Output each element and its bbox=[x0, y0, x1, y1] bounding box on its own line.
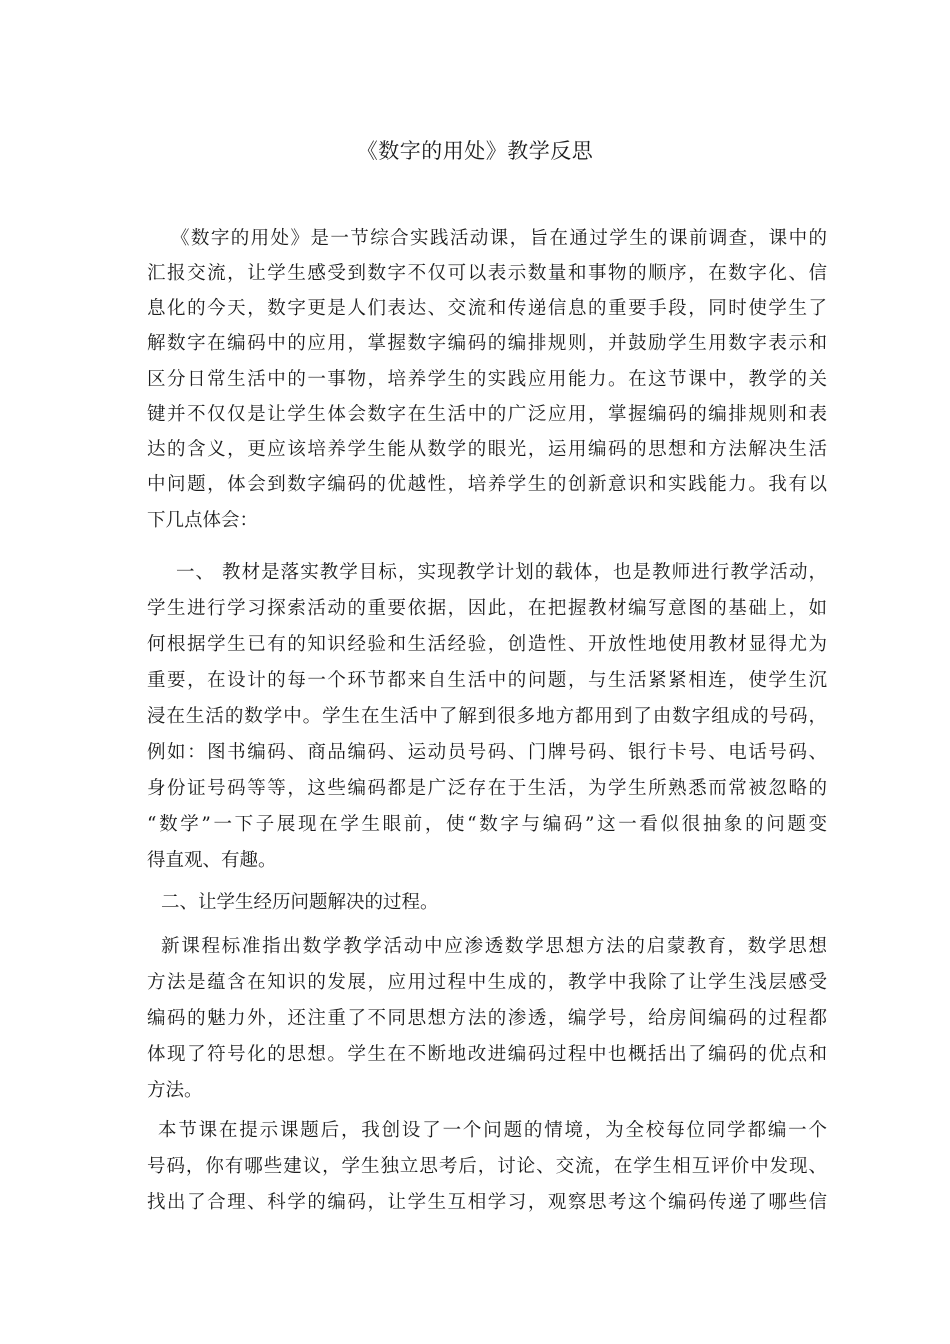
paragraph-1-line-4: 解数字在编码中的应用，掌握数字编码的编排规则，并鼓励学生用数字表示和 bbox=[147, 333, 827, 354]
paragraph-5-line-3: 找出了合理、科学的编码，让学生互相学习，观察思考这个编码传递了哪些信 bbox=[147, 1192, 827, 1213]
paragraph-2-line-8: “数学”一下子展现在学生眼前，使“数字与编码”这一看似很抽象的问题变 bbox=[147, 814, 827, 835]
paragraph-4-line-3: 编码的魅力外，还注重了不同思想方法的渗透，编学号，给房间编码的过程都 bbox=[147, 1008, 827, 1029]
paragraph-1-line-6: 键并不仅仅是让学生体会数字在生活中的广泛应用，掌握编码的编排规则和表 bbox=[147, 404, 827, 425]
paragraph-2-line-4: 重要，在设计的每一个环节都来自生活中的问题，与生活紧紧相连，使学生沉 bbox=[147, 670, 827, 691]
paragraph-1-line-3: 息化的今天，数字更是人们表达、交流和传递信息的重要手段，同时使学生了 bbox=[147, 298, 827, 319]
paragraph-1-line-7: 达的含义，更应该培养学生能从数学的眼光，运用编码的思想和方法解决生活 bbox=[147, 439, 827, 460]
section-heading-2: 二、让学生经历问题解决的过程。 bbox=[161, 892, 439, 913]
paragraph-1-line-9: 下几点体会： bbox=[147, 510, 259, 531]
paragraph-2-line-9: 得直观、有趣。 bbox=[147, 850, 277, 871]
paragraph-2-line-2: 学生进行学习探索活动的重要依据，因此，在把握教材编写意图的基础上，如 bbox=[147, 598, 827, 619]
paragraph-2-line-7: 身份证号码等等，这些编码都是广泛存在于生活，为学生所熟悉而常被忽略的 bbox=[147, 778, 827, 799]
paragraph-4-line-1: 新课程标准指出数学教学活动中应渗透数学思想方法的启蒙教育，数学思想 bbox=[161, 936, 827, 957]
paragraph-1-line-8: 中问题，体会到数字编码的优越性，培养学生的创新意识和实践能力。我有以 bbox=[147, 474, 827, 495]
page-title: 《数字的用处》教学反思 bbox=[356, 139, 594, 163]
paragraph-5-line-1: 本节课在提示课题后，我创设了一个问题的情境，为全校每位同学都编一个 bbox=[158, 1120, 827, 1141]
paragraph-5-line-2: 号码，你有哪些建议，学生独立思考后，讨论、交流，在学生相互评价中发现、 bbox=[147, 1156, 827, 1177]
paragraph-2-line-5: 浸在生活的数学中。学生在生活中了解到很多地方都用到了由数字组成的号码， bbox=[147, 706, 827, 727]
paragraph-1-line-1: 《数字的用处》是一节综合实践活动课，旨在通过学生的课前调查，课中的 bbox=[171, 228, 827, 249]
paragraph-2-line-6: 例如：图书编码、商品编码、运动员号码、门牌号码、银行卡号、电话号码、 bbox=[147, 742, 827, 763]
paragraph-2-line-1: 一、 教材是落实教学目标，实现教学计划的载体，也是教师进行教学活动， bbox=[176, 562, 827, 583]
paragraph-1-line-2: 汇报交流，让学生感受到数字不仅可以表示数量和事物的顺序，在数字化、信 bbox=[147, 263, 827, 284]
paragraph-1-line-5: 区分日常生活中的一事物，培养学生的实践应用能力。在这节课中，教学的关 bbox=[147, 369, 827, 390]
paragraph-4-line-5: 方法。 bbox=[147, 1080, 203, 1101]
paragraph-4-line-4: 体现了符号化的思想。学生在不断地改进编码过程中也概括出了编码的优点和 bbox=[147, 1044, 827, 1065]
paragraph-2-line-3: 何根据学生已有的知识经验和生活经验，创造性、开放性地使用教材显得尤为 bbox=[147, 634, 827, 655]
paragraph-4-line-2: 方法是蕴含在知识的发展，应用过程中生成的，教学中我除了让学生浅层感受 bbox=[147, 972, 827, 993]
